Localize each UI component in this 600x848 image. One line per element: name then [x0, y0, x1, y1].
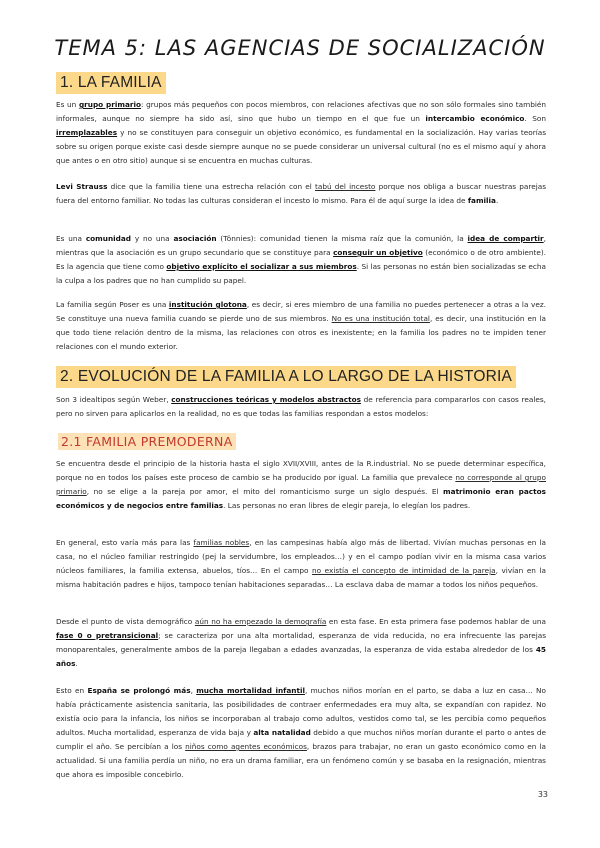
paragraph-5: Son 3 idealtipos según Weber, construcciones teóricas y modelos abstractos de referencia para compararlos con casos reales, pero no sirven para aplicarlos en la realidad, no es que todas las familias respondan a estos modelos:: [56, 395, 546, 418]
paragraph-9: Esto en España se prolongó más, mucha mortalidad infantil, muchos niños morían en el parto, se daba a luz en casa… No había prácticamente asistencia sanitaria, las posibilidades de contraer enfermedades era muy alta, se expandían con rapidez. No existía ocio para la infancia, los niños se incorporaban al trabajo como adultos, vestidos como tal, se les percibía como pequeños adultos. Mucha mortalidad, esperanza de vida baja y alta natalidad debido a que muchos niños morían durante el parto o antes de cumplir el año. Se percibían a los niños como agentes económicos, brazos para trabajar, no eran un gasto económico como en la actualidad. Si una familia perdía un niño, no era un drama familiar, era un fenómeno común y se basaba en la resignación, mientras que ahora es imposible concebirlo.: [56, 686, 547, 779]
page-title: TEMA 5: LAS AGENCIAS DE SOCIALIZACIÓN: [54, 36, 546, 60]
page-number: 33: [537, 790, 548, 799]
section-heading-familia: 1. LA FAMILIA: [56, 72, 166, 94]
paragraph-2: Levi Strauss dice que la familia tiene una estrecha relación con el tabú del incesto porque nos obliga a buscar nuestras parejas fuera del entorno familiar. No todas las culturas consideran el incesto lo mismo. Para él de aquí surge la idea de familia.: [56, 182, 547, 205]
paragraph-7: En general, esto varía más para las familias nobles, en las campesinas había algo más de libertad. Vivían muchas personas en la casa, no el núcleo familiar restringido (pej la servidumbre, los empleados…) y en el campo podían vivir en la misma casa varios núcleos familiares, la familia extensa, abuelos, tíos… En el campo no existía el concepto de intimidad de la pareja, vivían en la misma habitación padres e hijos, tampoco tenían habitaciones separadas… La esclava daba de mamar a todos los niños pequeños.: [56, 538, 546, 589]
paragraph-4: La familia según Poser es una institución glotona, es decir, si eres miembro de una familia no puedes pertenecer a otras a la vez. Se constituye una nueva familia cuando se pierde uno de sus miembros. No es una institución total, es decir, una institución en la que todo tiene relación dentro de la misma, las relaciones con otros es inexistente; en la familia los padres no te impiden tener relaciones con el mundo exterior.: [56, 300, 547, 351]
paragraph-1: Es un grupo primario: grupos más pequeños con pocos miembros, con relaciones afectivas que no son sólo formales sino también informales, aunque no siempre ha sido así, sino que hubo un tiempo en el que fue un intercambio económico. Son irremplazables y no se constituyen para conseguir un objetivo económico, es fundamental en la socialización. Hay varias teorías sobre su origen porque existe casi desde siempre aunque no se puede considerar un universal cultural (no es el mismo aquí y ahora que antes o en otro sitio) aunque si se encuentra en muchas culturas.: [56, 100, 546, 165]
section-heading-evolucion: 2. EVOLUCIÓN DE LA FAMILIA A LO LARGO DE LA HISTORIA: [56, 366, 516, 388]
paragraph-6: Se encuentra desde el principio de la historia hasta el siglo XVII/XVIII, antes de la R.industrial. No se puede determinar específica, porque no en todos los países este proceso de cambio se ha producido por igual. La familia que prevalece no corresponde al grupo primario, no se elige a la pareja por amor, el mito del romanticismo surge un siglo después. El matrimonio eran pactos económicos y de negocios entre familias. Las personas no eran libres de elegir pareja, lo elegían los padres.: [56, 459, 546, 510]
paragraph-8: Desde el punto de vista demográfico aún no ha empezado la demografía en esta fase. En esta primera fase podemos hablar de una fase 0 o pretransicional; se caracteriza por una alta mortalidad, esperanza de vida reducida, no era infrecuente las parejas monoparentales, generalmente ambos de la pareja llegaban a edades avanzadas, la esperanza de vida estaba alrededor de los 45 años.: [56, 617, 546, 668]
paragraph-3: Es una comunidad y no una asociación (Tönnies): comunidad tienen la misma raíz que la comunión, la idea de compartir, mientras que la asociación es un grupo secundario que se constituye para conseguir un objetivo (económico o de otro ambiente). Es la agencia que tiene como objetivo explícito el socializar a sus miembros. Si las personas no están bien socializadas se echa la culpa a los padres que no han cumplido su papel.: [56, 234, 547, 285]
subsection-heading-premoderna: 2.1 FAMILIA PREMODERNA: [58, 433, 236, 450]
